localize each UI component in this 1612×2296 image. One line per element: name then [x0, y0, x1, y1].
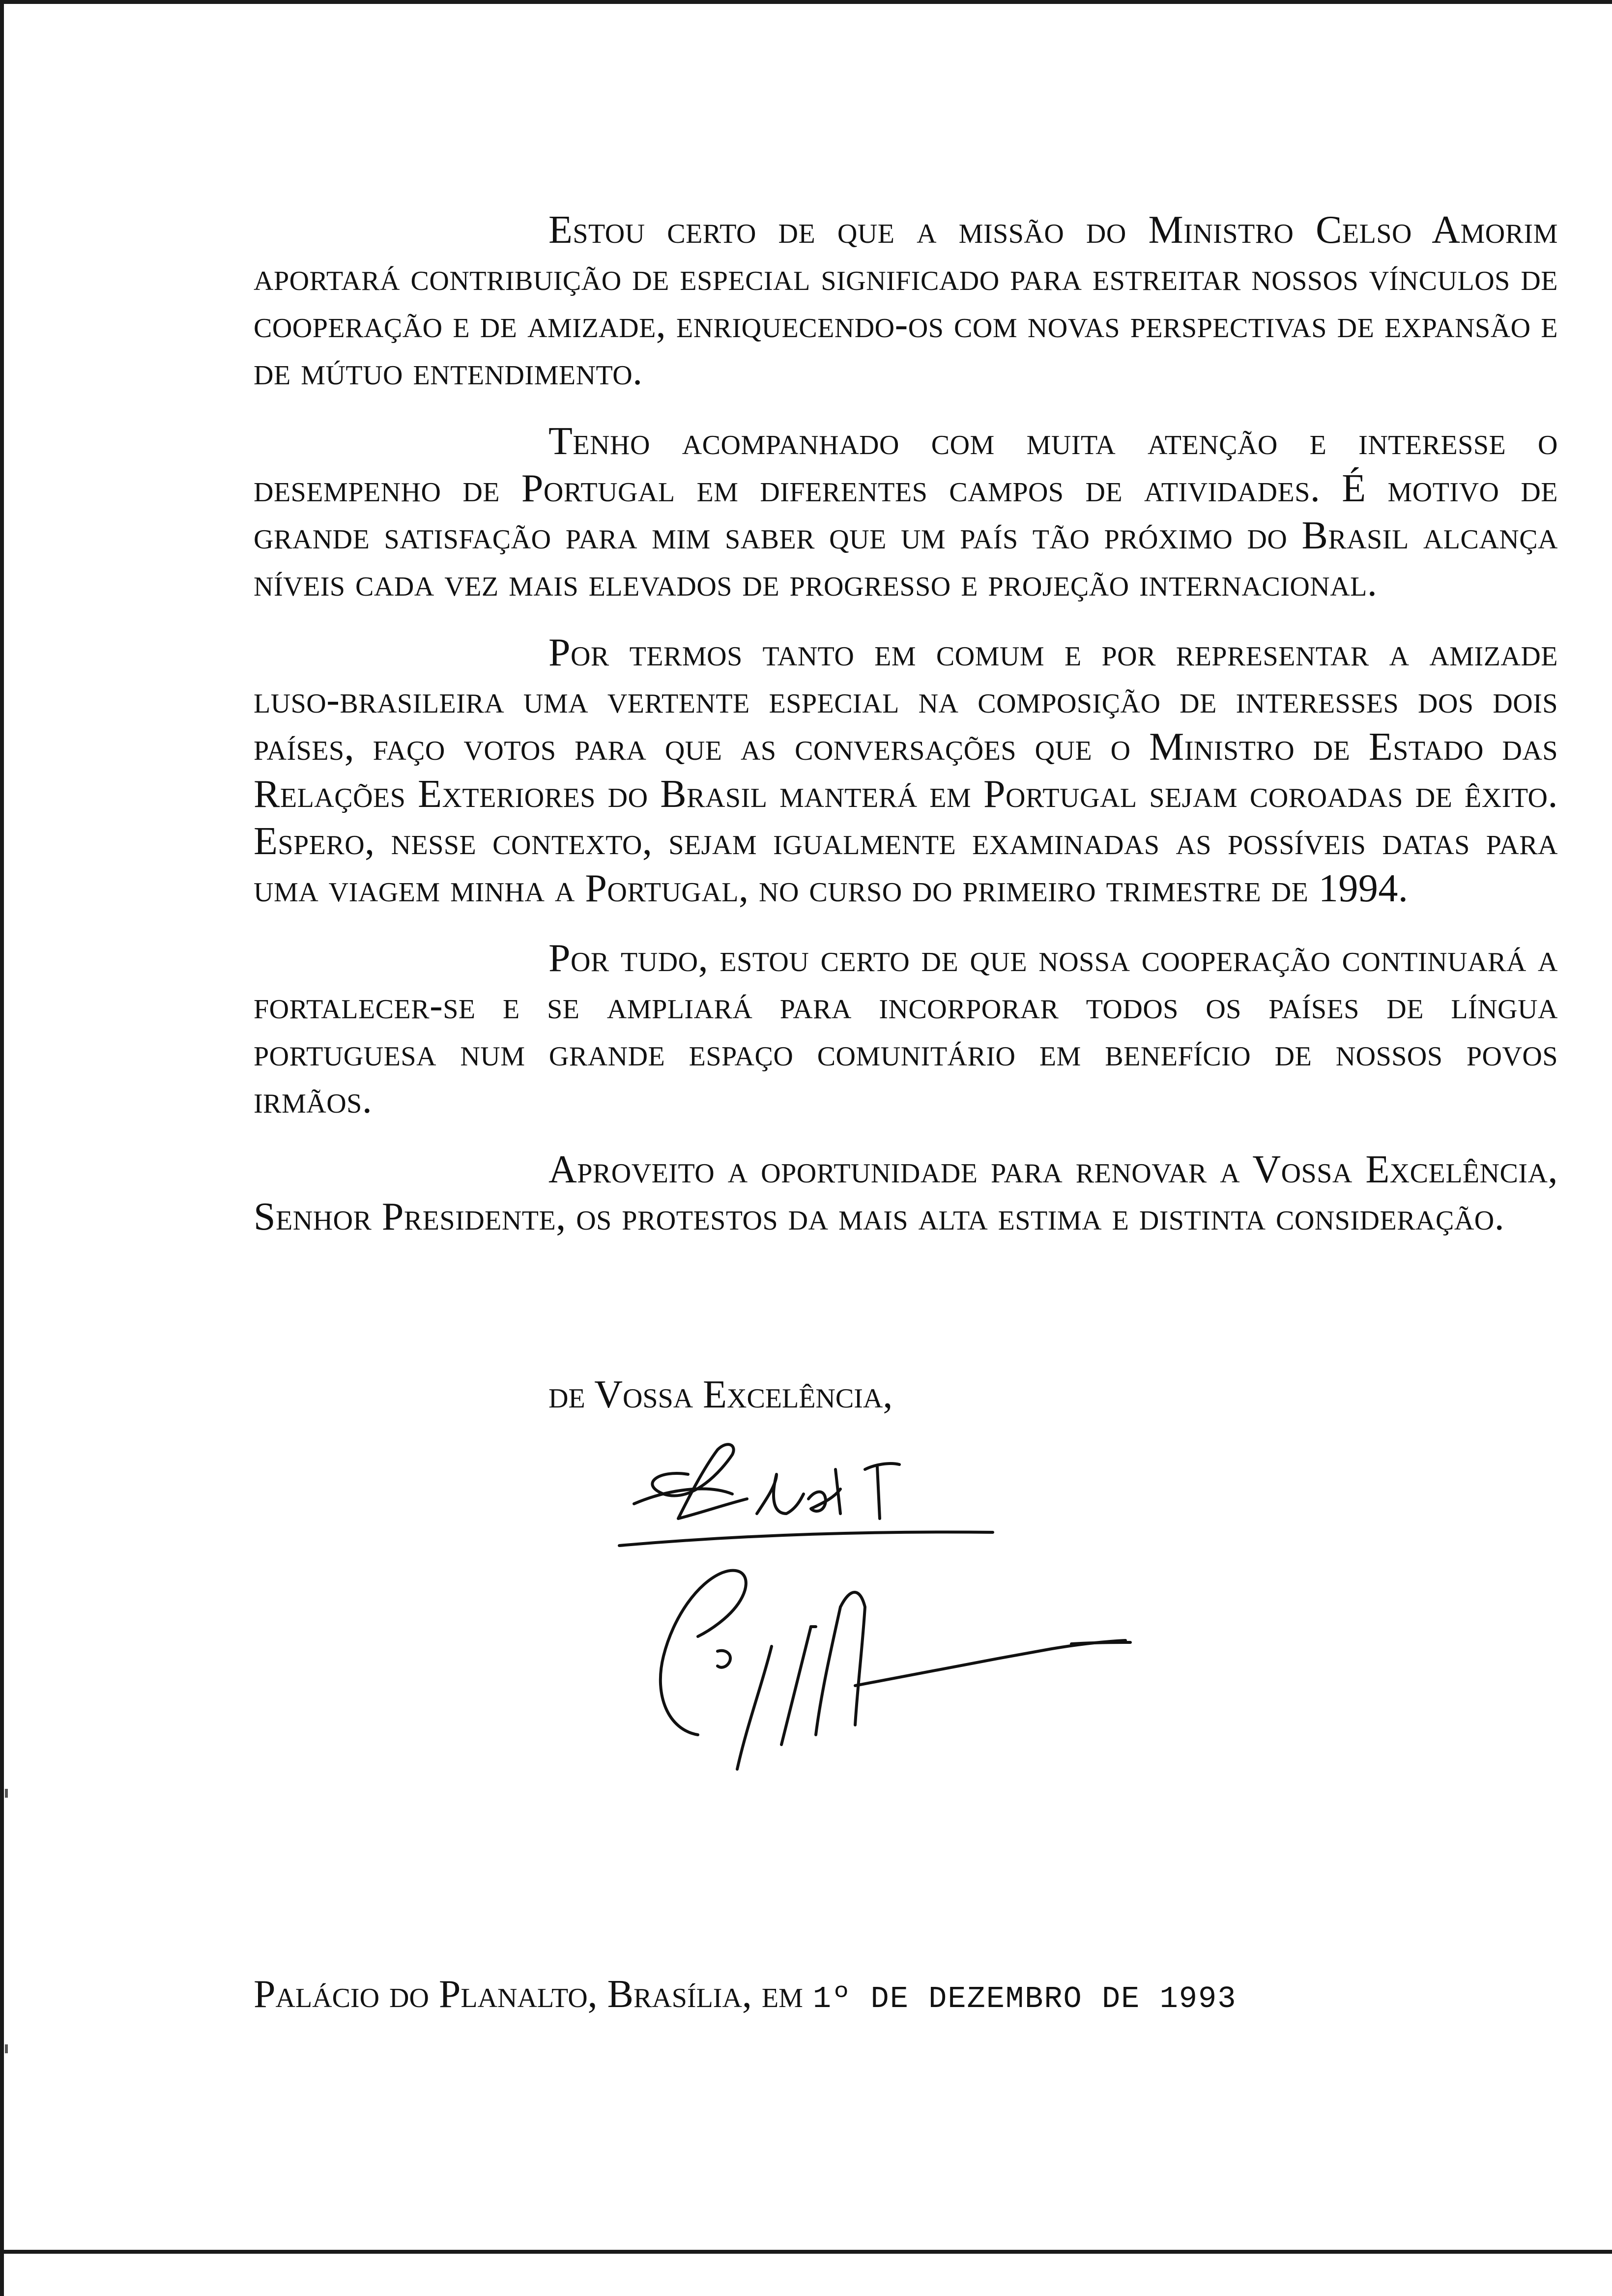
paragraph-mission: Estou certo de que a missão do Ministro Celso Amorim aportará contribuição de especial significado para estreitar nossos vínculos de cooperação e de amizade, enriquecendo-os com novas perspectivas de expansão e de mútuo entendimento. — [254, 208, 1558, 393]
page-border-left — [0, 0, 4, 2296]
date-line: 1º DE DEZEMBRO DE 1993 — [812, 1981, 1237, 2016]
scan-speck — [5, 2044, 8, 2053]
closing-salutation: de Vossa Excelência, — [548, 1373, 893, 1416]
handwritten-signature — [609, 1440, 1160, 1813]
paragraph-closing-courtesy: Aproveito a oportunidade para renovar a Vossa Excelência, Senhor Presidente, os protestos da mais alta estima e distinta consideração. — [254, 1148, 1558, 1238]
scan-speck — [5, 1789, 8, 1798]
page-border-bottom — [0, 2250, 1612, 2254]
paragraph-portugal-progress: Tenho acompanhado com muita atenção e interesse o desempenho de Portugal em diferentes campos de atividades. É motivo de grande satisfação para mim saber que um país tão próximo do Brasil alcança níveis cada vez mais elevados de progresso e projeção internacional. — [254, 420, 1558, 604]
letter-body — [254, 206, 1558, 1263]
place-and-date-line — [254, 1971, 1237, 2023]
page-border-top — [0, 0, 1612, 4]
paragraph-cooperation: Por tudo, estou certo de que nossa cooperação continuará a fortalecer-se e se ampliará para incorporar todos os países de língua portuguesa num grande espaço comunitário em benefício de nossos povos irmãos. — [254, 937, 1558, 1121]
paragraph-luso-brasileira: Por termos tanto em comum e por representar a amizade luso-brasileira uma vertente especial na composição de interesses dos dois países, faço votos para que as conversações que o Ministro de Estado das Relações Exteriores do Brasil manterá em Portugal sejam coroadas de êxito. Espero, nesse contexto, sejam igualmente examinadas as possíveis datas para uma viagem minha a Portugal, no curso do primeiro trimestre de 1994. — [254, 631, 1558, 910]
place-line: Palácio do Planalto, Brasília, em — [254, 1973, 813, 2016]
